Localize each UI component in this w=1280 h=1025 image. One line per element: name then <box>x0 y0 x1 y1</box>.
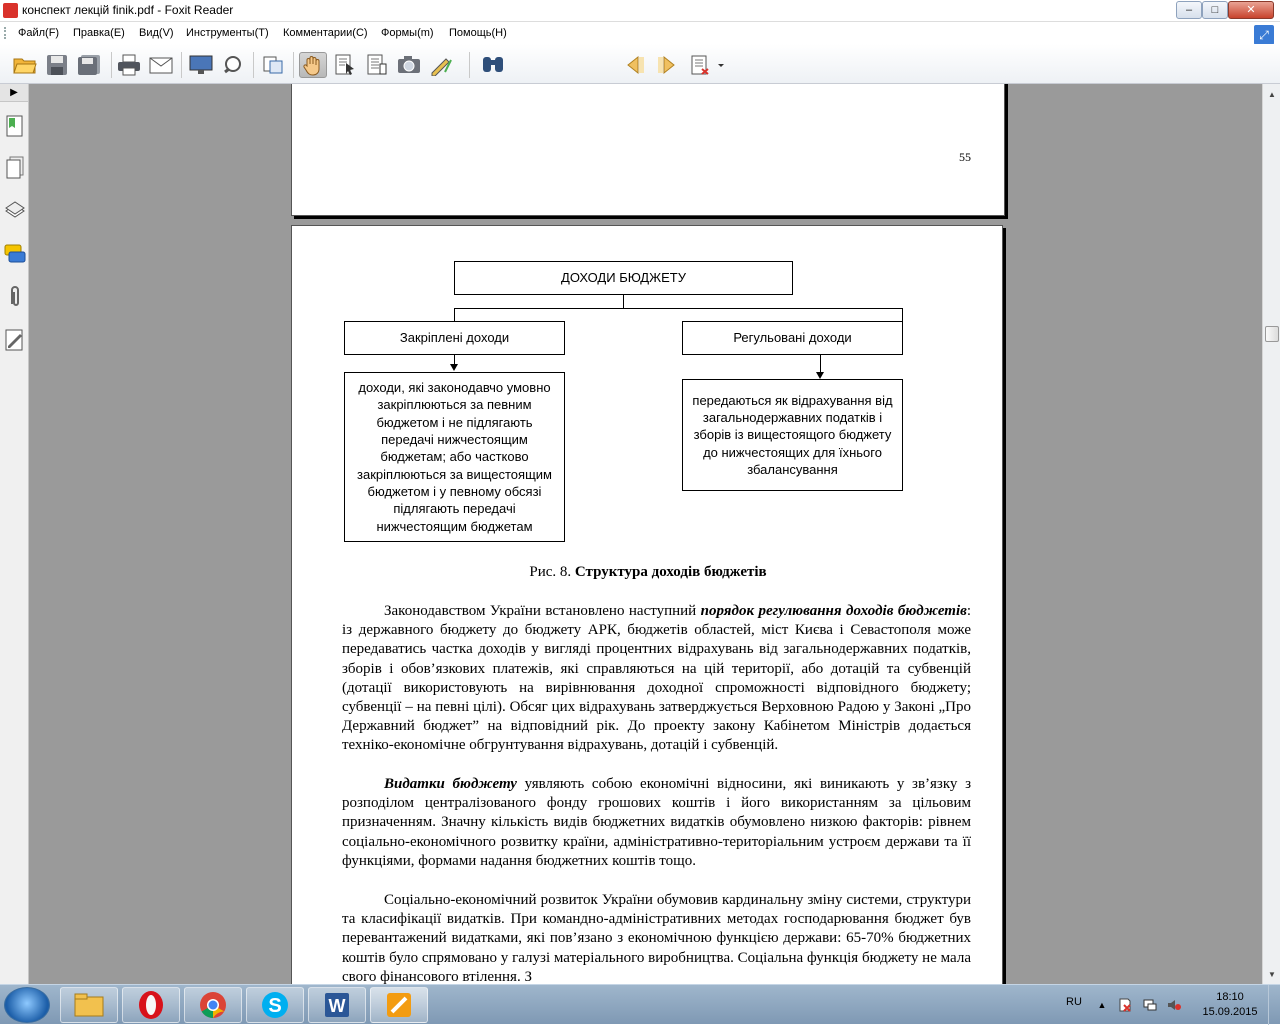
network-icon[interactable] <box>1143 998 1157 1012</box>
restore-document-button[interactable]: ⤢ <box>1254 25 1274 45</box>
diagram-connector <box>623 295 624 308</box>
caption-prefix: Рис. 8. <box>529 564 575 580</box>
toolbar-separator <box>253 52 254 78</box>
find-options-button[interactable] <box>687 52 727 78</box>
snapshot-icon <box>397 54 421 76</box>
signatures-icon <box>4 328 26 352</box>
diagram-arrow-line <box>454 355 455 364</box>
svg-text:S: S <box>268 995 282 1017</box>
action-center-icon[interactable] <box>1118 998 1132 1012</box>
comments-panel-button[interactable] <box>4 242 26 266</box>
caption-title: Структура доходів бюджетів <box>574 564 767 580</box>
save-all-button[interactable] <box>75 52 103 78</box>
language-indicator[interactable]: RU <box>1066 996 1082 1008</box>
skype-icon <box>260 990 290 1020</box>
clock-time: 18:10 <box>1216 991 1244 1003</box>
svg-text:W: W <box>328 996 346 1016</box>
print-icon <box>117 54 141 76</box>
menu-tools[interactable]: Инструменты(T) <box>186 27 269 39</box>
document-viewport[interactable] <box>29 84 1262 984</box>
scroll-up-button[interactable]: ▲ <box>1268 90 1276 99</box>
find-previous-button[interactable] <box>621 52 649 78</box>
toolbar <box>0 44 1280 84</box>
system-clock[interactable] <box>1195 990 1265 1020</box>
full-screen-button[interactable] <box>187 52 215 78</box>
menu-forms[interactable]: Формы(m) <box>381 27 434 39</box>
p2-emphasis: Видатки бюджету <box>384 776 517 792</box>
bookmarks-panel-button[interactable] <box>4 114 26 138</box>
diagram-arrow-head <box>450 364 458 371</box>
opera-icon <box>135 990 167 1020</box>
diagram-left-title: Закріплені доходи <box>344 321 565 355</box>
menu-grip <box>4 27 7 39</box>
hand-tool-button[interactable] <box>299 52 327 78</box>
email-icon <box>149 55 173 75</box>
typewriter-button[interactable] <box>427 52 455 78</box>
figure-caption <box>292 564 1004 581</box>
taskbar-foxit[interactable] <box>370 987 428 1023</box>
menu-help[interactable]: Помощь(H) <box>449 27 507 39</box>
pages-icon <box>5 156 25 180</box>
select-text-icon <box>334 54 356 76</box>
page-54 <box>291 84 1005 216</box>
diagram-arrow-head <box>816 372 824 379</box>
find-options-icon <box>689 54 725 76</box>
menu-file[interactable]: Файл(F) <box>18 27 60 39</box>
scroll-down-button[interactable]: ▼ <box>1268 970 1276 979</box>
clock-date: 15.09.2015 <box>1202 1006 1258 1018</box>
attachments-panel-button[interactable] <box>4 284 26 308</box>
taskbar-opera[interactable] <box>122 987 180 1023</box>
select-column-icon <box>366 54 388 76</box>
diagram-right-description: передаються як відрахування від загальнодержавних податків і зборів із вищестоящого бюджету до нижчестоящих для їхнього збалансування <box>682 379 903 491</box>
find-button[interactable] <box>479 52 507 78</box>
rotate-button[interactable] <box>259 52 287 78</box>
zoom-tool-button[interactable] <box>219 52 247 78</box>
title-bar <box>0 0 1280 22</box>
find-next-button[interactable] <box>653 52 681 78</box>
window-title: конспект лекцій finik.pdf - Foxit Reader <box>22 3 234 17</box>
menu-edit[interactable]: Правка(E) <box>73 27 125 39</box>
attachments-icon <box>5 284 25 308</box>
menu-bar <box>0 22 1280 44</box>
select-text-button[interactable] <box>331 52 359 78</box>
navigation-panel <box>0 84 29 984</box>
diagram-root-box: ДОХОДИ БЮДЖЕТУ <box>454 261 793 295</box>
diagram-right-title: Регульовані доходи <box>682 321 903 355</box>
minimize-button[interactable]: – <box>1176 1 1202 19</box>
snapshot-button[interactable] <box>395 52 423 78</box>
p1-text-b: : із державного бюджету до бюджету АРК, бюджетів областей, міст Києва і Севастополя може передаватись частка доходів у вигляді процентних відрахувань від загальнодержавних податків, зборів і обов’язкових платежів, які справляються на цій території, або дотацій та субвенцій (дотації використовують на вирівнювання доходної спроможності відповідного бюджету; субвенції – на певні цілі). Обсяг цих відрахувань затверджується Верховною Радою у Законі „Про Державний бюджет” на відповідний рік. До проекту закону Кабінетом Міністрів додається техніко-економічне обгрунтування відрахувань, дотацій і субвенцій. <box>342 603 971 754</box>
hand-tool-icon <box>302 54 324 76</box>
paragraph-3: Соціально-економічний розвиток України обумовив кардинальну зміну системи, структури та класифікації видатків. При командно-адміністративних методах господарювання бюджет був перевантажений видатками, які пов’язано з економічною функцією держави: 65-70% бюджетних коштів було спрямовано у галузі матеріального виробництва. Соціальна функція бюджету не мала свого фінансового втілення. З <box>342 892 971 984</box>
volume-icon[interactable] <box>1167 998 1181 1012</box>
toolbar-separator <box>111 52 112 78</box>
explorer-icon <box>73 991 105 1019</box>
taskbar-explorer[interactable] <box>60 987 118 1023</box>
diagram-left-description: доходи, які законодавчо умовно закріплюються за певним бюджетом і не підлягають передачі нижчестоящим бюджетам; або частково закріплюються за вищестоящим бюджетом і у певному обсязі підлягають передачі нижчестоящим бюджетам <box>344 372 565 542</box>
word-icon <box>322 990 352 1020</box>
menu-comments[interactable]: Комментарии(C) <box>283 27 368 39</box>
save-button[interactable] <box>43 52 71 78</box>
pages-panel-button[interactable] <box>4 156 26 180</box>
chrome-icon <box>198 990 228 1020</box>
panel-toggle-button[interactable]: ▶ <box>0 84 28 102</box>
find-next-icon <box>655 54 679 76</box>
p1-emphasis: порядок регулювання доходів бюджетів <box>700 603 967 619</box>
diagram-connector <box>454 308 455 321</box>
toolbar-separator <box>469 52 470 78</box>
print-button[interactable] <box>115 52 143 78</box>
signatures-panel-button[interactable] <box>4 328 26 352</box>
close-button[interactable]: ✕ <box>1228 1 1274 19</box>
layers-panel-button[interactable] <box>4 198 26 222</box>
p1-text-a: Законодавством України встановлено наступний <box>384 603 701 619</box>
save-all-icon <box>77 54 101 76</box>
toolbar-separator <box>181 52 182 78</box>
diagram-connector <box>902 308 903 321</box>
select-column-button[interactable] <box>363 52 391 78</box>
bookmarks-icon <box>5 114 25 138</box>
vertical-scrollbar[interactable] <box>1262 84 1280 984</box>
maximize-button[interactable]: □ <box>1202 1 1228 19</box>
menu-view[interactable]: Вид(V) <box>139 27 174 39</box>
open-icon <box>13 55 37 75</box>
find-prev-icon <box>623 54 647 76</box>
open-button[interactable] <box>11 52 39 78</box>
diagram-arrow-line <box>820 355 821 373</box>
show-hidden-icons-button[interactable]: ▲ <box>1097 1000 1107 1010</box>
scroll-thumb[interactable] <box>1265 326 1279 342</box>
taskbar <box>0 984 1280 1024</box>
typewriter-icon <box>429 54 453 76</box>
paragraph-1 <box>342 602 971 756</box>
taskbar-skype[interactable] <box>246 987 304 1023</box>
taskbar-word[interactable] <box>308 987 366 1023</box>
toolbar-separator <box>293 52 294 78</box>
comments-icon <box>4 243 26 265</box>
start-button[interactable] <box>4 987 50 1023</box>
diagram-connector <box>454 308 903 309</box>
save-icon <box>46 54 68 76</box>
page-55 <box>291 225 1003 984</box>
page-number: 55 <box>959 150 971 164</box>
find-icon <box>481 54 505 76</box>
foxit-icon <box>384 990 414 1020</box>
show-desktop-button[interactable] <box>1268 985 1280 1025</box>
zoom-tool-icon <box>221 54 245 76</box>
p2-text: уявляють собою економічні відносини, які виникають у зв’язку з розподілом централізованого фонду грошових коштів і його використанням за цільовим призначенням. Значну кількість видів бюджетних видатків обумовлено низкою факторів: рівнем соціально-економічного розвитку країни, адміністративно-територіальним устроєм держави та її функціями, формами надання бюджетних коштів тощо. <box>342 776 971 869</box>
paragraph-2 <box>342 775 971 871</box>
foxit-app-icon[interactable] <box>3 3 18 18</box>
full-screen-icon <box>189 54 213 76</box>
rotate-icon <box>261 54 285 76</box>
taskbar-chrome[interactable] <box>184 987 242 1023</box>
layers-icon <box>4 199 26 221</box>
email-button[interactable] <box>147 52 175 78</box>
